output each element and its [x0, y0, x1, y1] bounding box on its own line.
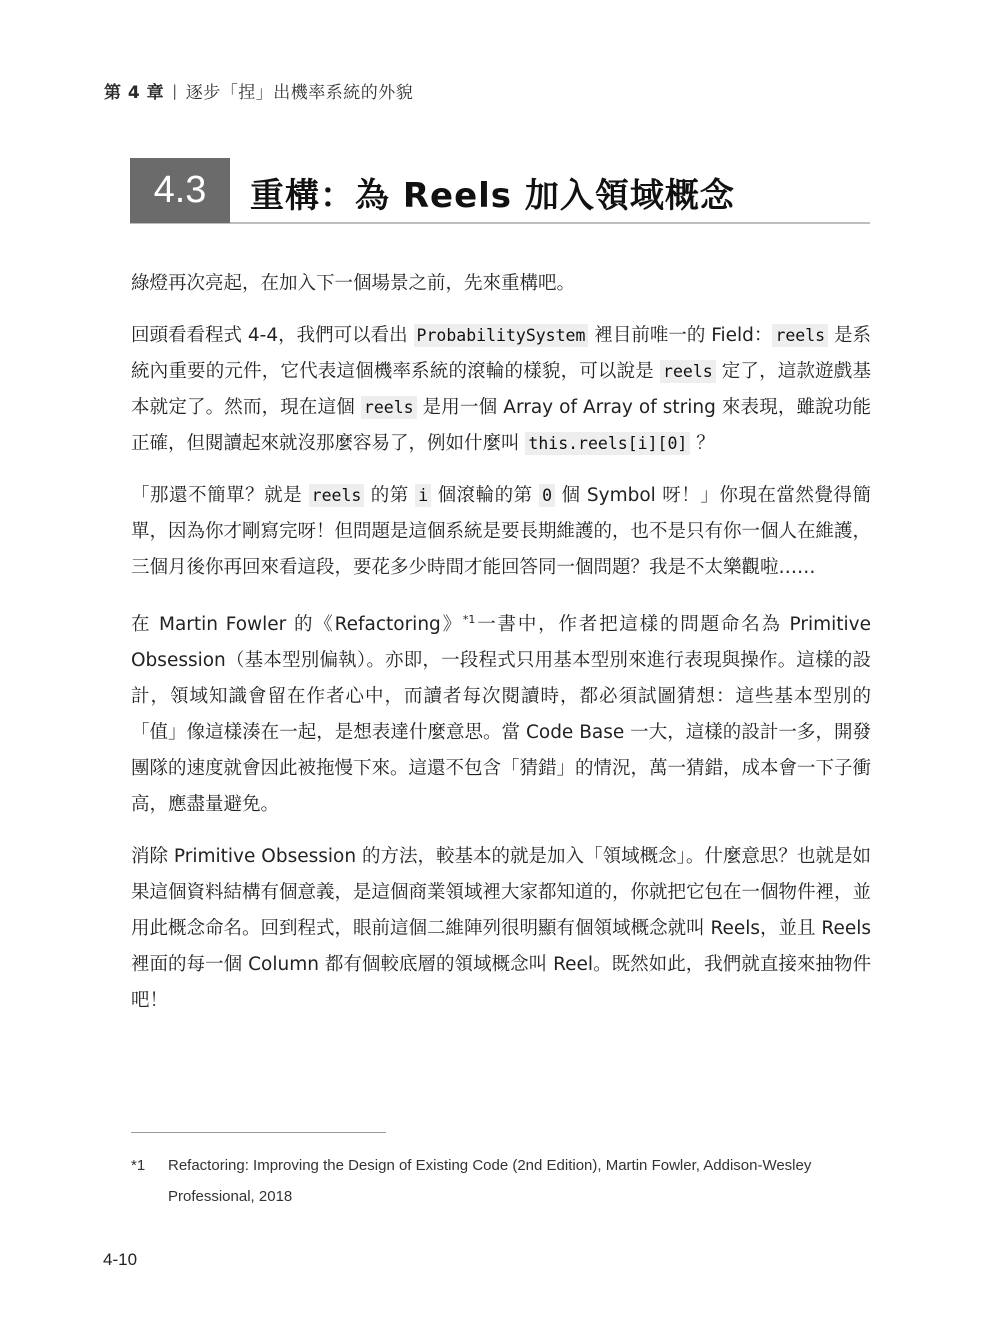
- footnote-mark: *1: [131, 1157, 146, 1174]
- running-header: [104, 78, 413, 103]
- inline-code: 0: [539, 484, 555, 507]
- footnote-reference: *1: [462, 613, 476, 626]
- footnote-divider: [131, 1132, 386, 1133]
- page-number: 4-10: [103, 1250, 138, 1269]
- section-number-box: [130, 158, 230, 223]
- paragraph-1: 綠燈再次亮起，在加入下一個場景之前，先來重構吧。: [131, 273, 576, 294]
- inline-code: reels: [361, 396, 417, 419]
- inline-code: reels: [309, 484, 365, 507]
- section-title: 重構：為 Reels 加入領域概念: [250, 176, 735, 216]
- section-heading: [130, 158, 870, 224]
- footnote-text: Refactoring: Improving the Design of Existing Code (2nd Edition), Martin Fowler, Addison-Wesley Professional, 2018: [168, 1157, 812, 1205]
- inline-code: this.reels[i][0]: [525, 432, 690, 455]
- inline-code: i: [415, 484, 431, 507]
- inline-code: reels: [660, 360, 716, 383]
- inline-code: ProbabilitySystem: [414, 324, 589, 347]
- paragraph-3: 「那還不簡單？就是 reels 的第 i 個滾輪的第 0 個 Symbol 呀！」你現在當然覺得簡單，因為你才剛寫完呀！但問題是這個系統是要長期維護的，也不是只有你一個人在維護，三個月後你再回來看這段，要花多少時間才能回答同一個問題？我是不太樂觀啦……: [131, 485, 872, 578]
- paragraph-5: 消除 Primitive Obsession 的方法，較基本的就是加入「領域概念」。什麼意思？也就是如果這個資料結構有個意義，是這個商業領域裡大家都知道的，你就把它包在一個物件裡，並用此概念命名。回到程式，眼前這個二維陣列很明顯有個領域概念就叫 Reels，並且 Reels 裡面的每一個 Column 都有個較底層的領域概念叫 Reel。既然如此，我們就直接來抽物件吧！: [131, 846, 872, 1012]
- chapter-label: 第 4 章: [104, 83, 165, 103]
- chapter-title: 逐步「捏」出機率系統的外貌: [185, 83, 414, 103]
- footnote: [131, 1150, 871, 1212]
- body-text: [131, 266, 871, 1035]
- paragraph-2: 回頭看看程式 4-4，我們可以看出 ProbabilitySystem 裡目前唯一的 Field： reels 是系統內重要的元件，它代表這個機率系統的滾輪的樣貌，可以說是 reels 定了，這款遊戲基本就定了。然而，現在這個 reels 是用一個 Array of Array of string 來表現，雖說功能正確，但閱讀起來就沒那麼容易了，例如什麼叫 this.reels[i][0] ？: [131, 325, 871, 454]
- section-number: 4.3: [153, 169, 207, 211]
- inline-code: reels: [772, 324, 828, 347]
- paragraph-4: 在 Martin Fowler 的《Refactoring》$^{*1}$一書中，作者把這樣的問題命名為 Primitive Obsession（基本型別偏執）。亦即，一段程式只用基本型別來進行表現與操作。這樣的設計，領域知識會留在作者心中，而讀者每次閱讀時，都必須試圖猜想：這些基本型別的「值」像這樣湊在一起，是想表達什麼意思。當 Code Base 一大，這樣的設計一多，開發團隊的速度就會因此被拖慢下來。這還不包含「猜錯」的情況，萬一猜錯，成本會一下子衝高，應盡量避免。: [131, 613, 872, 816]
- header-separator: |: [172, 81, 178, 100]
